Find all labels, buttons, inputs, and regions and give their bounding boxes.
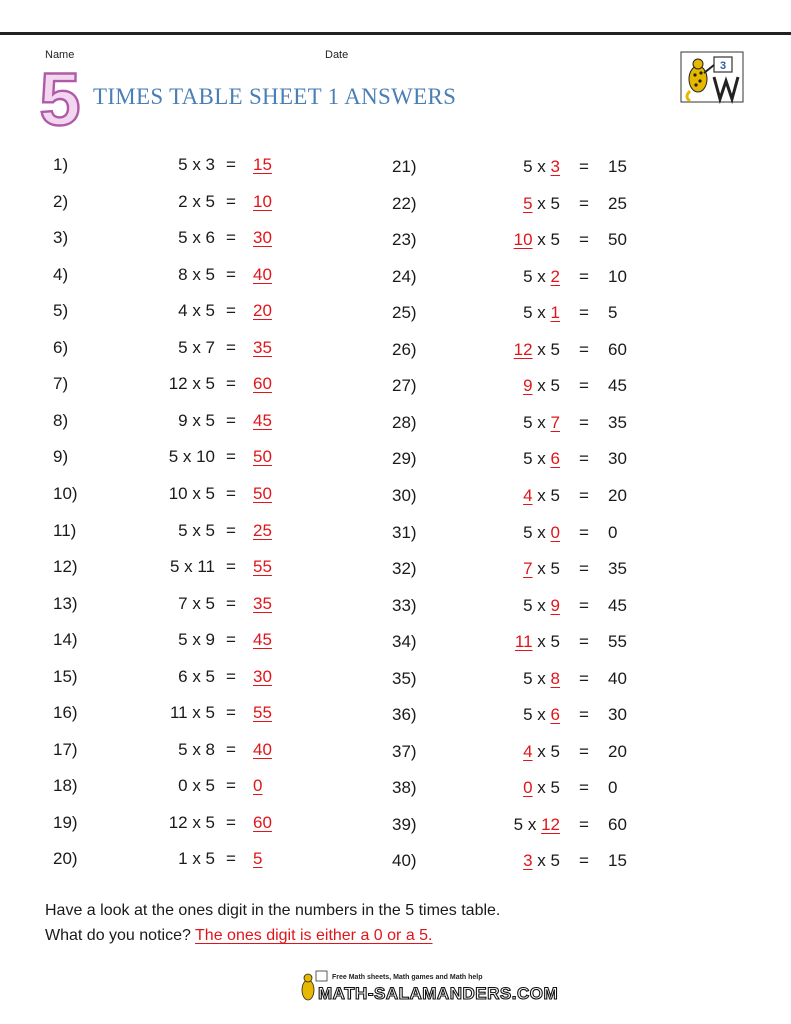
product-value: 0 — [608, 522, 618, 542]
factor: 5 — [523, 522, 533, 542]
missing-factor: 3 — [550, 157, 560, 176]
equals-sign: = — [579, 339, 589, 359]
equals-sign: = — [579, 157, 589, 176]
problem-number: 24) — [392, 266, 417, 286]
missing-factor: 6 — [550, 449, 560, 469]
equals-sign: = — [226, 630, 236, 650]
factor: 5 — [550, 632, 560, 652]
times-sign: x — [537, 266, 546, 286]
factor: 5 — [550, 339, 560, 359]
problem-expression: 1 x 5 — [178, 849, 215, 869]
product-value: 30 — [608, 705, 627, 725]
equals-sign: = — [226, 557, 236, 577]
problem-expression: 7 x 5 — [178, 593, 215, 613]
factor: 5 — [550, 559, 560, 579]
answer-value: 5 — [253, 849, 263, 869]
product-value: 30 — [608, 449, 627, 469]
answer-value: 50 — [253, 483, 272, 503]
product-value: 45 — [608, 595, 627, 615]
equals-sign: = — [226, 264, 236, 284]
equals-sign: = — [579, 705, 589, 725]
factor: 5 — [550, 851, 560, 871]
footer-question-prefix: What do you notice? — [45, 927, 191, 944]
problem-expression: 8 x 5 — [178, 264, 215, 284]
problem-number: 6) — [53, 337, 69, 357]
equals-sign: = — [226, 703, 236, 723]
product-value: 60 — [608, 814, 627, 834]
equals-sign: = — [579, 522, 589, 542]
answer-value: 55 — [253, 557, 272, 577]
product-value: 10 — [608, 266, 627, 286]
missing-factor: 10 — [513, 230, 533, 250]
date-label: Date — [325, 49, 349, 61]
missing-factor: 7 — [523, 559, 533, 579]
product-value: 5 — [608, 303, 618, 323]
problem-number: 22) — [392, 193, 417, 213]
problem-number: 35) — [392, 668, 417, 688]
equals-sign: = — [226, 520, 236, 540]
equals-sign: = — [226, 447, 236, 467]
problem-number: 29) — [392, 449, 417, 469]
times-sign: x — [537, 230, 546, 250]
answer-value: 25 — [253, 520, 272, 540]
answer-value: 0 — [253, 776, 263, 796]
salamander-logo-icon — [680, 51, 744, 103]
factor: 5 — [523, 266, 533, 286]
problem-number: 33) — [392, 595, 417, 615]
problem-expression: 0 x 5 — [178, 776, 215, 796]
times-sign: x — [527, 814, 537, 834]
footer-logo-site: MATH-SALAMANDERS.COM — [318, 984, 559, 1003]
equals-sign: = — [226, 410, 236, 430]
big-digit-text: 5 — [39, 58, 81, 141]
missing-factor-expression — [440, 189, 560, 219]
missing-factor-expression — [440, 846, 560, 876]
missing-factor: 4 — [523, 741, 533, 761]
problem-row-right — [0, 481, 791, 511]
product-value: 55 — [608, 632, 627, 652]
factor: 5 — [550, 485, 560, 505]
answer-value: 30 — [253, 228, 272, 248]
page-title: TIMES TABLE SHEET 1 ANSWERS — [93, 84, 457, 109]
equals-sign: = — [226, 776, 236, 796]
equals-sign: = — [579, 595, 589, 615]
times-sign: x — [537, 705, 546, 725]
answer-value: 20 — [253, 301, 272, 321]
times-sign: x — [537, 851, 546, 871]
times-sign: x — [537, 303, 546, 323]
problem-row-right — [0, 846, 791, 876]
factor: 5 — [550, 741, 560, 761]
missing-factor-expression — [440, 700, 560, 730]
product-value: 45 — [608, 376, 627, 396]
problem-expression: 10 x 5 — [168, 483, 215, 503]
problem-row-right — [0, 225, 791, 255]
equals-sign: = — [579, 814, 589, 834]
missing-factor-expression — [440, 408, 560, 438]
factor: 5 — [550, 376, 560, 396]
problem-row-right — [0, 262, 791, 292]
answer-value: 35 — [253, 337, 272, 357]
missing-factor: 5 — [523, 193, 533, 213]
problem-row-right — [0, 189, 791, 219]
answer-value: 45 — [253, 410, 272, 430]
factor: 5 — [550, 193, 560, 213]
product-value: 15 — [608, 851, 627, 871]
logo-badge-text: 3 — [719, 60, 727, 72]
problem-number: 23) — [392, 230, 417, 250]
problem-expression: 5 x 3 — [178, 155, 215, 174]
problem-expression: 5 x 11 — [169, 557, 215, 577]
answer-value: 55 — [253, 703, 272, 723]
equals-sign: = — [226, 191, 236, 211]
problem-expression: 12 x 5 — [168, 374, 215, 394]
missing-factor: 0 — [550, 522, 560, 542]
times-sign: x — [537, 668, 546, 688]
problem-number: 30) — [392, 485, 417, 505]
problem-row-right — [0, 700, 791, 730]
missing-factor-expression — [440, 518, 560, 548]
problem-number: 11) — [53, 520, 77, 540]
missing-factor-expression — [440, 664, 560, 694]
missing-factor-expression — [440, 554, 560, 584]
missing-factor-expression — [440, 262, 560, 292]
equals-sign: = — [226, 374, 236, 394]
problem-number: 12) — [53, 557, 78, 577]
equals-sign: = — [226, 666, 236, 686]
problem-number: 8) — [53, 410, 69, 430]
problem-number: 38) — [392, 778, 417, 798]
problem-number: 3) — [53, 228, 69, 248]
missing-factor-expression — [440, 225, 560, 255]
problem-row-right — [0, 444, 791, 474]
missing-factor: 12 — [541, 814, 560, 834]
missing-factor: 11 — [514, 632, 533, 652]
missing-factor: 12 — [513, 339, 533, 359]
factor: 5 — [523, 303, 533, 323]
missing-factor-expression — [440, 444, 560, 474]
problem-row-right — [0, 627, 791, 657]
times-sign: x — [537, 157, 546, 176]
problem-number: 36) — [392, 705, 417, 725]
factor: 5 — [523, 412, 533, 432]
equals-sign: = — [226, 812, 236, 832]
equals-sign: = — [579, 303, 589, 323]
equals-sign: = — [579, 668, 589, 688]
missing-factor-expression — [440, 152, 560, 182]
missing-factor-expression — [440, 481, 560, 511]
problem-row-right — [0, 664, 791, 694]
missing-factor: 8 — [550, 668, 560, 688]
problem-row-right — [0, 554, 791, 584]
missing-factor-expression — [440, 627, 560, 657]
product-value: 50 — [608, 230, 627, 250]
problem-number: 32) — [392, 559, 417, 579]
factor: 5 — [523, 449, 533, 469]
missing-factor-expression — [440, 737, 560, 767]
answer-value: 40 — [253, 264, 272, 284]
times-sign: x — [537, 522, 546, 542]
factor: 5 — [523, 705, 533, 725]
factor: 5 — [523, 595, 533, 615]
problem-row-right — [0, 773, 791, 803]
problem-number: 40) — [392, 851, 417, 871]
times-sign: x — [537, 485, 546, 505]
missing-factor: 1 — [550, 303, 560, 323]
equals-sign: = — [579, 230, 589, 250]
problem-row-right — [0, 408, 791, 438]
problem-number: 1) — [53, 155, 69, 174]
missing-factor-expression — [440, 335, 560, 365]
problem-expression: 2 x 5 — [178, 191, 215, 211]
top-rule — [0, 32, 791, 35]
missing-factor: 6 — [550, 705, 560, 725]
missing-factor-expression — [440, 773, 560, 803]
missing-factor: 0 — [523, 778, 533, 798]
factor: 5 — [513, 814, 524, 834]
equals-sign: = — [579, 851, 589, 871]
footer-question-line: Have a look at the ones digit in the numbers in the 5 times table. — [45, 902, 501, 919]
problem-row-right — [0, 810, 791, 840]
problem-row-right — [0, 591, 791, 621]
answer-value: 40 — [253, 739, 272, 759]
problem-expression: 11 x 5 — [169, 703, 215, 723]
problem-number: 39) — [392, 814, 417, 834]
missing-factor: 4 — [523, 485, 533, 505]
equals-sign: = — [579, 193, 589, 213]
problem-number: 15) — [53, 666, 78, 686]
problem-number: 37) — [392, 741, 417, 761]
product-value: 20 — [608, 485, 627, 505]
problem-number: 14) — [53, 630, 78, 650]
equals-sign: = — [579, 559, 589, 579]
problem-row-right — [0, 298, 791, 328]
problem-number: 5) — [53, 301, 69, 321]
answer-value: 15 — [253, 155, 272, 174]
footer-answer-line — [45, 927, 433, 945]
times-sign: x — [537, 339, 546, 359]
problem-expression: 5 x 7 — [178, 337, 215, 357]
footer-answer-text: The ones digit is either a 0 or a 5. — [195, 927, 433, 944]
product-value: 25 — [608, 193, 627, 213]
footer-logo — [296, 968, 559, 1008]
times-sign: x — [537, 632, 546, 652]
problem-number: 18) — [53, 776, 78, 796]
problem-number: 27) — [392, 376, 417, 396]
factor: 5 — [523, 157, 533, 176]
problem-row-right — [0, 335, 791, 365]
product-value: 15 — [608, 157, 627, 176]
problem-number: 17) — [53, 739, 78, 759]
equals-sign: = — [226, 228, 236, 248]
missing-factor-expression — [440, 810, 560, 840]
factor: 5 — [550, 230, 560, 250]
equals-sign: = — [226, 337, 236, 357]
product-value: 0 — [608, 778, 618, 798]
problem-number: 13) — [53, 593, 78, 613]
footer-logo-tagline: Free Math sheets, Math games and Math help — [332, 974, 483, 981]
problem-expression: 5 x 9 — [178, 630, 215, 650]
problem-expression: 4 x 5 — [178, 301, 215, 321]
problem-expression: 9 x 5 — [178, 410, 215, 430]
problem-number: 28) — [392, 412, 417, 432]
equals-sign: = — [226, 593, 236, 613]
problem-expression: 5 x 10 — [168, 447, 215, 467]
answer-value: 60 — [253, 374, 272, 394]
equals-sign: = — [226, 739, 236, 759]
equals-sign: = — [579, 376, 589, 396]
problem-number: 9) — [53, 447, 69, 467]
missing-factor: 9 — [550, 595, 560, 615]
missing-factor-expression — [440, 591, 560, 621]
equals-sign: = — [579, 778, 589, 798]
product-value: 20 — [608, 741, 627, 761]
times-sign: x — [537, 741, 546, 761]
times-sign: x — [537, 559, 546, 579]
product-value: 60 — [608, 339, 627, 359]
equals-sign: = — [579, 632, 589, 652]
missing-factor-expression — [440, 371, 560, 401]
product-value: 35 — [608, 412, 627, 432]
times-sign: x — [537, 449, 546, 469]
answer-value: 10 — [253, 191, 272, 211]
answer-value: 30 — [253, 666, 272, 686]
answer-value: 60 — [253, 812, 272, 832]
problem-expression: 6 x 5 — [178, 666, 215, 686]
problem-number: 26) — [392, 339, 417, 359]
problem-row-right — [0, 518, 791, 548]
missing-factor: 7 — [550, 412, 560, 432]
equals-sign: = — [226, 483, 236, 503]
missing-factor: 9 — [523, 376, 533, 396]
name-label: Name — [45, 49, 75, 61]
equals-sign: = — [579, 485, 589, 505]
problem-number: 21) — [392, 157, 417, 176]
equals-sign: = — [579, 449, 589, 469]
problem-number: 20) — [53, 849, 78, 869]
problem-number: 31) — [392, 522, 417, 542]
problem-number: 19) — [53, 812, 78, 832]
problem-expression: 12 x 5 — [168, 812, 215, 832]
problem-number: 25) — [392, 303, 417, 323]
problem-row-right — [0, 152, 791, 182]
equals-sign: = — [579, 412, 589, 432]
answer-value: 35 — [253, 593, 272, 613]
big-digit-five — [36, 58, 84, 141]
missing-factor: 2 — [550, 266, 560, 286]
equals-sign: = — [579, 741, 589, 761]
missing-factor-expression — [440, 298, 560, 328]
equals-sign: = — [226, 155, 236, 174]
problem-number: 2) — [53, 191, 69, 211]
problem-row-right — [0, 371, 791, 401]
footer-salamander-icon — [302, 980, 314, 1000]
missing-factor: 3 — [523, 851, 533, 871]
problem-row-right — [0, 737, 791, 767]
equals-sign: = — [579, 266, 589, 286]
problem-number: 16) — [53, 703, 78, 723]
problem-number: 34) — [392, 632, 417, 652]
problem-number: 10) — [53, 483, 78, 503]
problem-number: 7) — [53, 374, 69, 394]
answer-value: 50 — [253, 447, 272, 467]
factor: 5 — [523, 668, 533, 688]
times-sign: x — [537, 412, 546, 432]
factor: 5 — [550, 778, 560, 798]
problem-number: 4) — [53, 264, 69, 284]
product-value: 40 — [608, 668, 627, 688]
equals-sign: = — [226, 849, 236, 869]
times-sign: x — [537, 595, 546, 615]
problem-expression: 5 x 8 — [178, 739, 215, 759]
times-sign: x — [537, 193, 546, 213]
times-sign: x — [537, 778, 546, 798]
problem-expression: 5 x 5 — [178, 520, 215, 540]
answer-value: 45 — [253, 630, 272, 650]
problem-expression: 5 x 6 — [178, 228, 215, 248]
times-sign: x — [537, 376, 546, 396]
product-value: 35 — [608, 559, 627, 579]
equals-sign: = — [226, 301, 236, 321]
